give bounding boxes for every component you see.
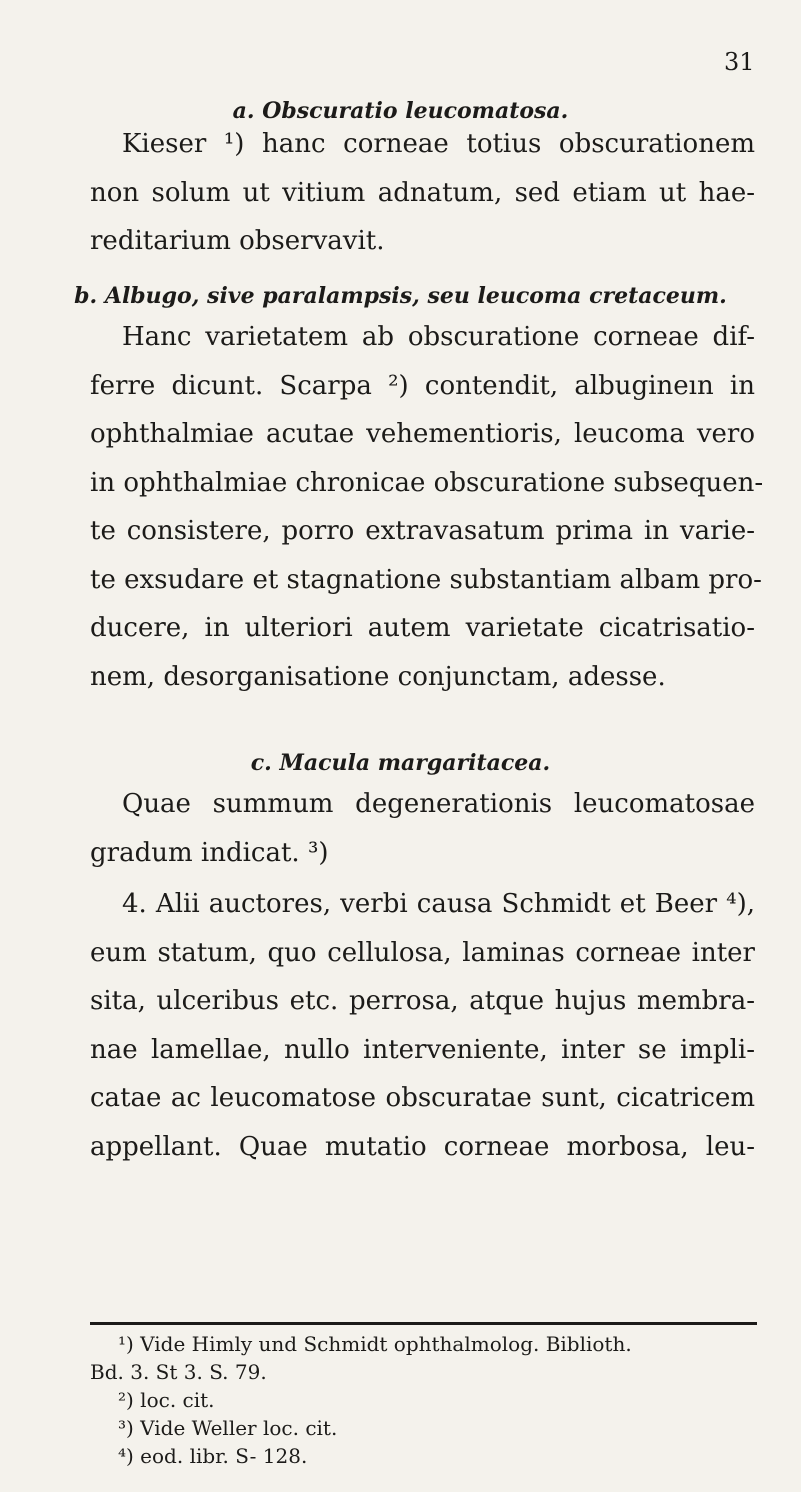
text-line: ferre dicunt. Scarpa ²) contendit, albugineın in — [90, 370, 755, 401]
page-number: 31 — [724, 48, 755, 76]
text-line: nem, desorganisatione conjunctam, adesse. — [90, 661, 666, 692]
paragraph-4 — [90, 880, 755, 1171]
footnote: ⁴) eod. libr. S- 128. — [118, 1444, 308, 1468]
text-line: 4. Alii auctores, verbi causa Schmidt et Beer ⁴), — [122, 889, 755, 919]
footnote: Bd. 3. St 3. S. 79. — [90, 1360, 267, 1384]
text-line: te exsudare et stagnatione substantiam albam pro- — [90, 564, 762, 595]
text-line: Quae summum degenerationis leucomatosae — [122, 789, 755, 819]
text-line: in ophthalmiae chronicae obscuratione subsequen- — [90, 467, 764, 498]
text-line: Hanc varietatem ab obscuratione corneae dif- — [122, 322, 755, 352]
text-line: eum statum, quo cellulosa, laminas corneae inter — [90, 937, 755, 968]
text-line: sita, ulceribus etc. perrosa, atque hujus membra- — [90, 986, 755, 1016]
text-line: reditarium observavit. — [90, 226, 385, 256]
heading-b: b. Albugo, sive paralampsis, seu leucoma cretaceum. — [74, 283, 727, 309]
text-line: gradum indicat. ³) — [90, 837, 329, 868]
text-line: Kieser ¹) hanc corneae totius obscurationem — [122, 129, 755, 159]
text-line: appellant. Quae mutatio corneae morbosa, leu- — [90, 1131, 755, 1162]
footnote-divider — [90, 1322, 757, 1325]
footnote: ²) loc. cit. — [118, 1388, 215, 1412]
footnotes — [90, 1330, 757, 1470]
footnote: ³) Vide Weller loc. cit. — [118, 1416, 338, 1440]
footnote: ¹) Vide Himly und Schmidt ophthalmolog. Biblioth. — [118, 1332, 632, 1356]
paragraph-c — [90, 780, 755, 877]
paragraph-b — [90, 313, 764, 701]
text-line: ducere, in ulteriori autem varietate cicatrisatio- — [90, 613, 755, 643]
heading-a: a. Obscuratio leucomatosa. — [232, 98, 569, 124]
text-line: nae lamellae, nullo interveniente, inter se impli- — [90, 1034, 755, 1065]
paragraph-a — [90, 120, 755, 266]
text-line: non solum ut vitium adnatum, sed etiam ut hae- — [90, 177, 755, 208]
text-line: catae ac leucomatose obscuratae sunt, cicatricem — [90, 1083, 755, 1113]
text-line: ophthalmiae acutae vehementioris, leucoma vero — [90, 419, 755, 449]
text-line: te consistere, porro extravasatum prima in varie- — [90, 516, 755, 546]
heading-c: c. Macula margaritacea. — [250, 750, 551, 776]
